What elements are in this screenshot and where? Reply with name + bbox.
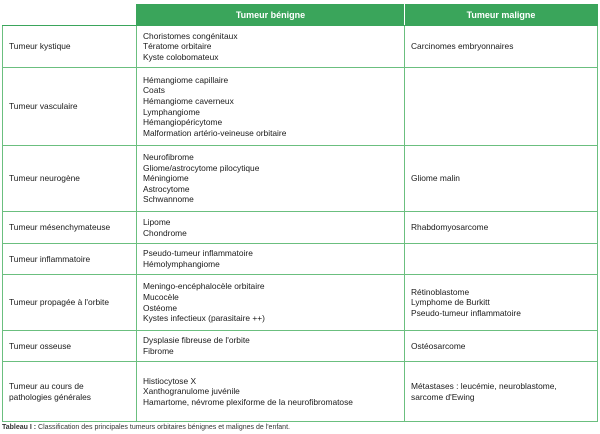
table-row: [3, 244, 598, 275]
tumor-table-container: [2, 4, 597, 422]
malignant-cell: [405, 362, 598, 422]
table-caption: [2, 424, 290, 431]
table-row: [3, 212, 598, 244]
benign-item: Dysplasie fibreuse de l'orbite: [143, 335, 250, 346]
malignant-item: Pseudo-tumeur inflammatoire: [411, 307, 521, 318]
benign-item: Hémangiome caverneux: [143, 95, 234, 106]
category-item: Tumeur inflammatoire: [9, 253, 91, 264]
category-cell: [3, 68, 137, 146]
header-blank-cell: [3, 5, 137, 26]
malignant-item: Rhabdomyosarcome: [411, 222, 489, 233]
benign-item: Astrocytome: [143, 183, 190, 194]
category-item: Tumeur propagée à l'orbite: [9, 297, 109, 308]
category-cell: [3, 331, 137, 362]
benign-cell: [137, 26, 405, 68]
category-cell: [3, 362, 137, 422]
malignant-cell: [405, 244, 598, 275]
benign-cell: [137, 146, 405, 212]
benign-item: Xanthogranulome juvénile: [143, 386, 240, 397]
malignant-cell: [405, 146, 598, 212]
benign-item: Gliome/astrocytome pilocytique: [143, 162, 260, 173]
tumor-classification-table: [2, 4, 598, 422]
benign-item: Hémolymphangiome: [143, 259, 220, 269]
benign-item: Méningiome: [143, 173, 189, 184]
malignant-cell: [405, 331, 598, 362]
benign-item: Chondrome: [143, 227, 187, 238]
benign-item: Choristomes congénitaux: [143, 30, 238, 41]
benign-item: Ostéome: [143, 302, 177, 313]
benign-item: Histiocytose X: [143, 375, 197, 386]
malignant-item: Rétinoblastome: [411, 286, 470, 297]
benign-item: Tératome orbitaire: [143, 41, 212, 52]
malignant-item: Métastases : leucémie, neuroblastome,: [411, 380, 557, 391]
benign-item: Kyste colobomateux: [143, 51, 219, 62]
benign-item: Fibrome: [143, 346, 174, 356]
malignant-cell: [405, 212, 598, 244]
category-item: Tumeur au cours de: [9, 380, 84, 391]
benign-cell: [137, 331, 405, 362]
benign-item: Lymphangiome: [143, 106, 200, 117]
caption-text: Classification des principales tumeurs orbitaires bénignes et malignes de l'enfant.: [36, 424, 290, 431]
benign-item: Pseudo-tumeur inflammatoire: [143, 248, 253, 259]
benign-cell: [137, 68, 405, 146]
table-header-row: [3, 5, 598, 26]
table-row: [3, 68, 598, 146]
benign-item: Hémangiome capillaire: [143, 74, 229, 85]
benign-item: Hamartome, névrome plexiforme de la neurofibromatose: [143, 396, 353, 407]
category-item: Tumeur neurogène: [9, 173, 80, 184]
category-item: Tumeur vasculaire: [9, 101, 78, 112]
benign-item: Malformation artério-veineuse orbitaire: [143, 127, 287, 138]
header-benign: Tumeur bénigne: [137, 5, 405, 26]
benign-item: Hémangiopéricytome: [143, 117, 223, 128]
table-row: [3, 362, 598, 422]
category-cell: [3, 146, 137, 212]
benign-item: Meningo-encéphalocèle orbitaire: [143, 281, 265, 292]
malignant-item: Ostéosarcome: [411, 340, 466, 351]
benign-item: Mucocèle: [143, 291, 179, 302]
category-item: Tumeur kystique: [9, 41, 71, 52]
benign-item: Coats: [143, 85, 165, 96]
malignant-item: sarcome d'Ewing: [411, 391, 475, 402]
category-cell: [3, 26, 137, 68]
benign-cell: [137, 212, 405, 244]
malignant-cell: [405, 68, 598, 146]
benign-cell: [137, 275, 405, 331]
table-row: [3, 26, 598, 68]
malignant-item: Gliome malin: [411, 173, 460, 184]
malignant-item: Carcinomes embryonnaires: [411, 41, 514, 52]
header-malignant: Tumeur maligne: [405, 5, 598, 26]
malignant-cell: [405, 275, 598, 331]
benign-item: Lipome: [143, 216, 171, 227]
malignant-cell: [405, 26, 598, 68]
benign-cell: [137, 244, 405, 275]
table-row: [3, 275, 598, 331]
table-row: [3, 331, 598, 362]
category-item: Tumeur osseuse: [9, 340, 72, 351]
category-item: pathologies générales: [9, 391, 91, 402]
benign-cell: [137, 362, 405, 422]
table-row: [3, 146, 598, 212]
category-cell: [3, 244, 137, 275]
category-cell: [3, 212, 137, 244]
malignant-item: Lymphome de Burkitt: [411, 297, 490, 308]
category-item: Tumeur mésenchymateuse: [9, 222, 111, 233]
benign-item: Kystes infectieux (parasitaire ++): [143, 313, 265, 324]
table-body: [3, 26, 598, 422]
benign-item: Neurofibrome: [143, 152, 194, 163]
caption-label: Tableau I :: [2, 424, 37, 431]
benign-item: Schwannome: [143, 194, 194, 205]
category-cell: [3, 275, 137, 331]
